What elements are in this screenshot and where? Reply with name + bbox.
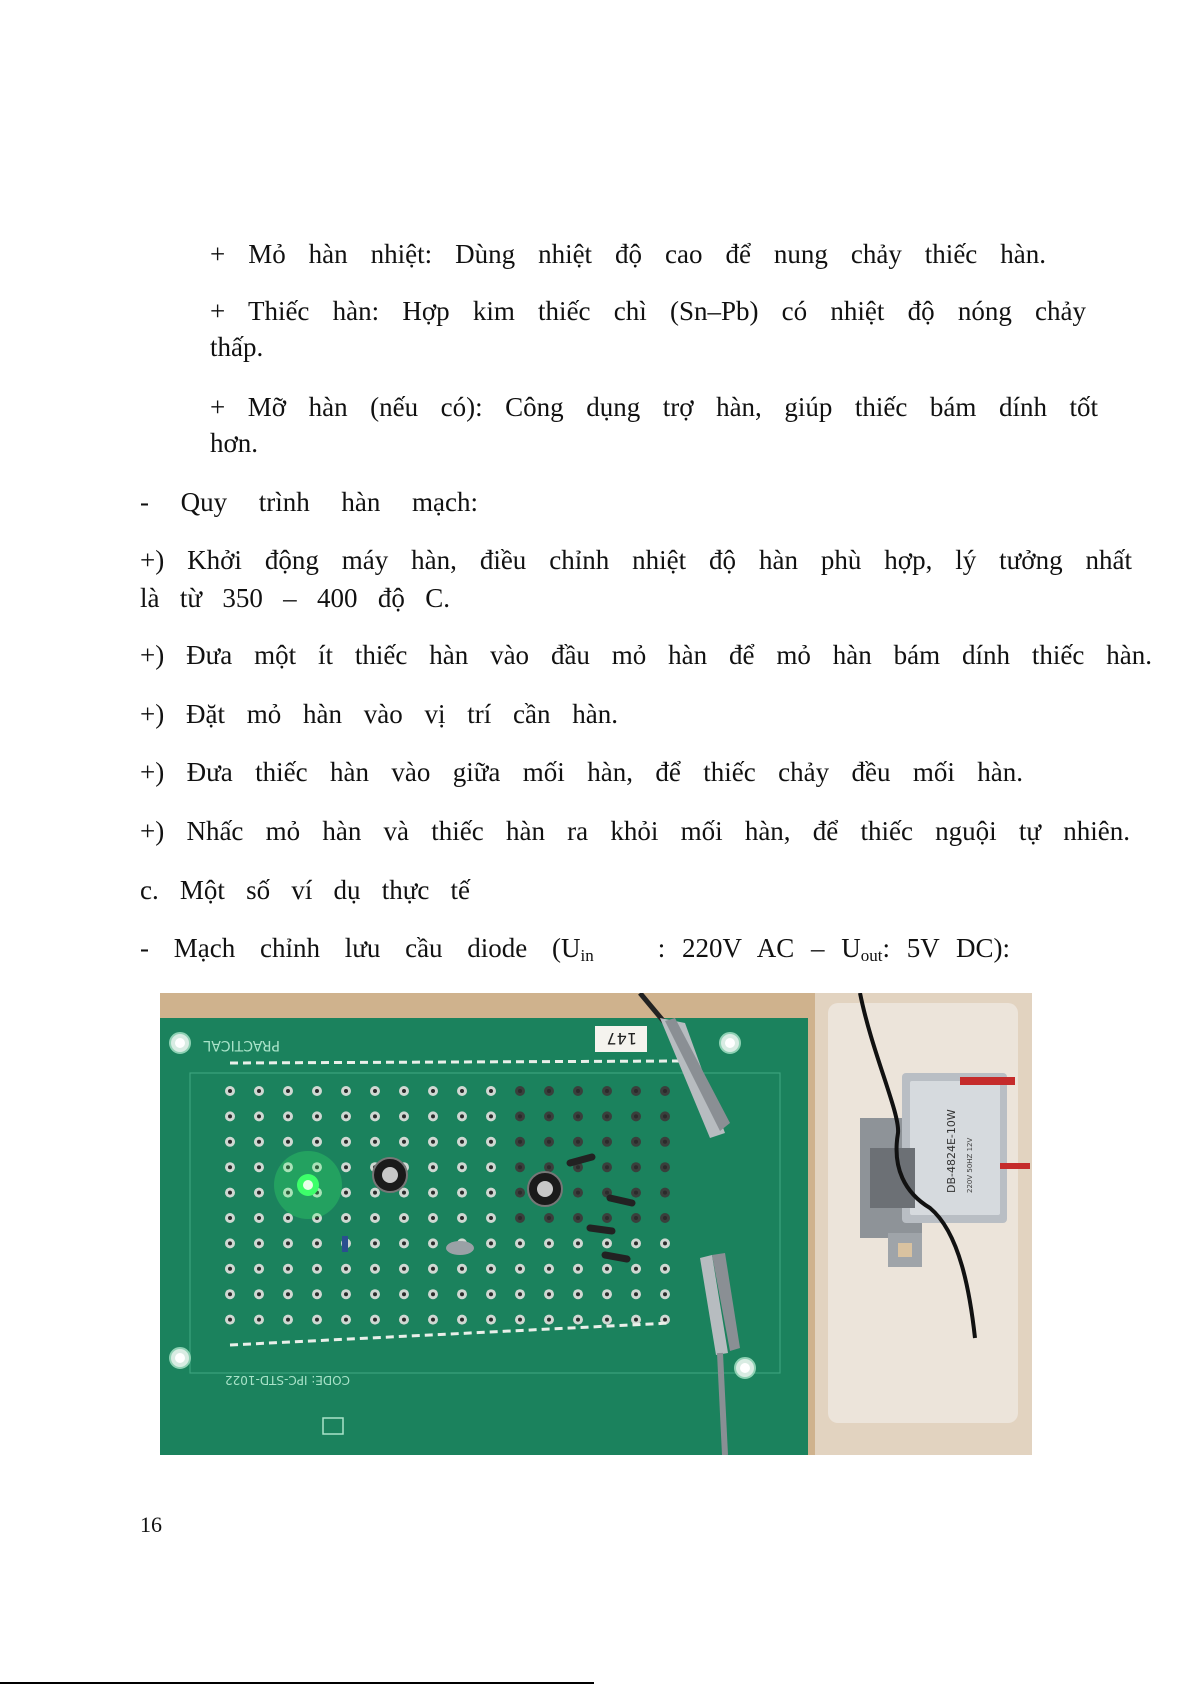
- examples-heading: c. Một số ví dụ thực tế: [140, 875, 470, 905]
- solder-pad-hole: [489, 1241, 493, 1245]
- solder-pad-hole: [489, 1140, 493, 1144]
- solder-pad-hole: [547, 1241, 551, 1245]
- solder-pad-hole: [373, 1241, 377, 1245]
- step-remove: +) Nhấc mỏ hàn và thiếc hàn ra khỏi mối hàn, để thiếc nguội tự nhiên.: [140, 816, 1130, 846]
- caption-part-2: : 220V AC – $U_{out}$: 5V DC):: [657, 933, 1010, 965]
- solder-pad-hole: [634, 1241, 638, 1245]
- solder-pad-hole: [402, 1089, 406, 1093]
- solder-pad-hole: [460, 1267, 464, 1271]
- solder-pad-hole: [402, 1267, 406, 1271]
- solder-pad-hole: [228, 1191, 232, 1195]
- solder-pad-hole: [228, 1165, 232, 1169]
- solder-pad-hole: [460, 1089, 464, 1093]
- solder-pad-hole: [489, 1292, 493, 1296]
- solder-pad-hole: [663, 1191, 667, 1195]
- solder-pad-hole: [489, 1114, 493, 1118]
- solder-pad-hole: [373, 1292, 377, 1296]
- bullet-solder-wire: + Thiếc hàn: Hợp kim thiếc chì (Sn–Pb) có nhiệt độ nóng chảy: [210, 296, 1086, 326]
- step-place-iron: +) Đặt mỏ hàn vào vị trí cần hàn.: [140, 699, 618, 729]
- footer-rule: [0, 1682, 594, 1684]
- solder-pad-hole: [431, 1292, 435, 1296]
- solder-pad-hole: [257, 1216, 261, 1220]
- step-tin-tip: +) Đưa một ít thiếc hàn vào đầu mỏ hàn để mỏ hàn bám dính thiếc hàn.: [140, 640, 1152, 670]
- solder-pad-hole: [460, 1165, 464, 1169]
- solder-pad-hole: [431, 1216, 435, 1220]
- solder-pad-hole: [344, 1114, 348, 1118]
- solder-pad-hole: [576, 1140, 580, 1144]
- solder-pad-hole: [576, 1318, 580, 1322]
- solder-pad-hole: [518, 1318, 522, 1322]
- solder-pad-hole: [489, 1318, 493, 1322]
- solder-pad-hole: [518, 1241, 522, 1245]
- solder-pad-hole: [576, 1292, 580, 1296]
- solder-pad-hole: [373, 1089, 377, 1093]
- solder-pad-hole: [518, 1267, 522, 1271]
- solder-pad-hole: [344, 1216, 348, 1220]
- solder-pad-hole: [315, 1089, 319, 1093]
- solder-pad-hole: [576, 1267, 580, 1271]
- solder-pad-hole: [460, 1114, 464, 1118]
- solder-pad-hole: [257, 1241, 261, 1245]
- solder-pad-hole: [373, 1318, 377, 1322]
- solder-pad-hole: [315, 1114, 319, 1118]
- bullet-soldering-iron: + Mỏ hàn nhiệt: Dùng nhiệt độ cao để nung chảy thiếc hàn.: [210, 239, 1046, 269]
- solder-pad-hole: [315, 1241, 319, 1245]
- solder-pad-hole: [518, 1140, 522, 1144]
- solder-pad-hole: [518, 1165, 522, 1169]
- board-bottom-text: CODE: IPC-STD-1022: [224, 1373, 350, 1387]
- solder-pad-hole: [576, 1089, 580, 1093]
- solder-pad-hole: [257, 1191, 261, 1195]
- top-rail: [230, 1061, 680, 1063]
- solder-pad-hole: [286, 1267, 290, 1271]
- solder-pad-hole: [663, 1114, 667, 1118]
- bullet-flux-cont: hơn.: [210, 428, 259, 458]
- solder-pad-hole: [402, 1318, 406, 1322]
- solder-pad-hole: [489, 1191, 493, 1195]
- step-start-cont: là từ 350 – 400 độ C.: [140, 583, 450, 613]
- solder-pad-hole: [518, 1114, 522, 1118]
- transformer-label: DB-4824E-10W: [945, 1109, 958, 1193]
- solder-pad-hole: [489, 1089, 493, 1093]
- pcb-board: [160, 993, 808, 1455]
- solder-pad-hole: [663, 1089, 667, 1093]
- solder-pad-hole: [634, 1267, 638, 1271]
- solder-pad-hole: [460, 1191, 464, 1195]
- solder-pad-hole: [576, 1114, 580, 1118]
- solder-pad-hole: [489, 1165, 493, 1169]
- solder-pad-hole: [634, 1089, 638, 1093]
- solder-pad-hole: [431, 1140, 435, 1144]
- solder-pad-hole: [257, 1089, 261, 1093]
- solder-pad-hole: [344, 1165, 348, 1169]
- solder-pad-hole: [286, 1241, 290, 1245]
- solder-pad-hole: [431, 1267, 435, 1271]
- solder-pad-hole: [605, 1191, 609, 1195]
- solder-pad-hole: [373, 1191, 377, 1195]
- solder-pad-hole: [634, 1165, 638, 1169]
- solder-pad-hole: [228, 1216, 232, 1220]
- solder-pad-hole: [605, 1267, 609, 1271]
- solder-pad-hole: [547, 1216, 551, 1220]
- solder-pad-hole: [431, 1165, 435, 1169]
- solder-pad-hole: [431, 1114, 435, 1118]
- solder-pad-hole: [228, 1318, 232, 1322]
- solder-pad-hole: [489, 1267, 493, 1271]
- solder-pad-hole: [402, 1191, 406, 1195]
- solder-pad-hole: [402, 1241, 406, 1245]
- solder-pad-hole: [373, 1267, 377, 1271]
- solder-pad-hole: [460, 1216, 464, 1220]
- bullet-solder-wire-cont: thấp.: [210, 332, 264, 362]
- process-heading: - Quy trình hàn mạch:: [140, 487, 478, 517]
- solder-pad-hole: [634, 1140, 638, 1144]
- ceramic-cap: [446, 1241, 474, 1255]
- solder-pad-hole: [663, 1318, 667, 1322]
- solder-pad-hole: [286, 1089, 290, 1093]
- solder-pad-hole: [663, 1216, 667, 1220]
- solder-pad-hole: [286, 1114, 290, 1118]
- solder-pad-hole: [344, 1267, 348, 1271]
- solder-pad-hole: [605, 1318, 609, 1322]
- solder-pad-hole: [605, 1241, 609, 1245]
- solder-pad-hole: [402, 1114, 406, 1118]
- solder-pad-hole: [547, 1292, 551, 1296]
- solder-pad-hole: [547, 1165, 551, 1169]
- solder-pad-hole: [344, 1140, 348, 1144]
- solder-pad-hole: [634, 1216, 638, 1220]
- solder-pad-hole: [257, 1267, 261, 1271]
- solder-pad-hole: [315, 1140, 319, 1144]
- solder-pad-hole: [576, 1191, 580, 1195]
- solder-pad-hole: [518, 1292, 522, 1296]
- solder-pad-hole: [431, 1318, 435, 1322]
- solder-pad-hole: [286, 1318, 290, 1322]
- solder-pad-hole: [605, 1292, 609, 1296]
- solder-pad-hole: [489, 1216, 493, 1220]
- solder-pad-hole: [634, 1318, 638, 1322]
- solder-pad-hole: [257, 1165, 261, 1169]
- solder-pad-hole: [663, 1140, 667, 1144]
- solder-pad-hole: [663, 1241, 667, 1245]
- solder-pad-hole: [431, 1191, 435, 1195]
- solder-pad-hole: [344, 1292, 348, 1296]
- page-number: 16: [140, 1512, 162, 1537]
- solder-pad-hole: [228, 1267, 232, 1271]
- solder-pad-hole: [286, 1140, 290, 1144]
- solder-pad-hole: [315, 1292, 319, 1296]
- solder-pad-hole: [547, 1267, 551, 1271]
- solder-pad-hole: [286, 1216, 290, 1220]
- solder-pad-hole: [228, 1089, 232, 1093]
- solder-pad-hole: [228, 1292, 232, 1296]
- solder-pad-hole: [373, 1216, 377, 1220]
- caption-part-1: - Mạch chỉnh lưu cầu diode ($U_{in}$: [140, 933, 594, 965]
- solder-pad-hole: [518, 1191, 522, 1195]
- solder-pad-hole: [663, 1292, 667, 1296]
- solder-pad-hole: [518, 1089, 522, 1093]
- solder-pad-hole: [663, 1267, 667, 1271]
- solder-pad-hole: [402, 1292, 406, 1296]
- solder-pad-hole: [547, 1089, 551, 1093]
- solder-pad-hole: [576, 1216, 580, 1220]
- solder-pad-hole: [315, 1318, 319, 1322]
- solder-pad-hole: [228, 1140, 232, 1144]
- solder-pad-hole: [315, 1267, 319, 1271]
- circuit-caption: [140, 931, 1010, 973]
- solder-pad-hole: [228, 1114, 232, 1118]
- solder-pad-hole: [605, 1140, 609, 1144]
- solder-pad-hole: [431, 1089, 435, 1093]
- solder-pad-hole: [605, 1089, 609, 1093]
- solder-pad-hole: [547, 1114, 551, 1118]
- solder-pad-hole: [431, 1241, 435, 1245]
- solder-pad-hole: [286, 1292, 290, 1296]
- tag-text: 147: [606, 1029, 637, 1048]
- solder-pad-hole: [460, 1318, 464, 1322]
- solder-pad-hole: [634, 1292, 638, 1296]
- solder-pad-hole: [257, 1114, 261, 1118]
- solder-pad-hole: [228, 1241, 232, 1245]
- solder-pad-hole: [460, 1140, 464, 1144]
- bullet-flux: + Mỡ hàn (nếu có): Công dụng trợ hàn, giúp thiếc bám dính tốt: [210, 392, 1098, 422]
- solder-pad-hole: [257, 1292, 261, 1296]
- solder-pad-hole: [344, 1089, 348, 1093]
- resistor: [342, 1236, 348, 1252]
- solder-pad-hole: [373, 1114, 377, 1118]
- solder-pad-hole: [344, 1191, 348, 1195]
- step-start: +) Khởi động máy hàn, điều chỉnh nhiệt độ hàn phù hợp, lý tưởng nhất: [140, 545, 1132, 575]
- solder-pad-hole: [257, 1318, 261, 1322]
- solder-pad-hole: [605, 1114, 609, 1118]
- solder-pad-hole: [344, 1318, 348, 1322]
- solder-pad-hole: [547, 1140, 551, 1144]
- solder-pad-hole: [547, 1318, 551, 1322]
- solder-pad-hole: [373, 1140, 377, 1144]
- board-top-text: PRACTICAL: [203, 1037, 280, 1053]
- solder-pad-hole: [605, 1165, 609, 1169]
- solder-pad-hole: [605, 1216, 609, 1220]
- solder-pad-hole: [634, 1191, 638, 1195]
- solder-pad-hole: [402, 1216, 406, 1220]
- solder-pad-hole: [518, 1216, 522, 1220]
- solder-pad-hole: [402, 1140, 406, 1144]
- circuit-photo: [160, 993, 1032, 1455]
- solder-pad-hole: [257, 1140, 261, 1144]
- solder-pad-hole: [634, 1114, 638, 1118]
- solder-pad-hole: [460, 1292, 464, 1296]
- solder-pad-hole: [576, 1165, 580, 1169]
- solder-pad-hole: [576, 1241, 580, 1245]
- solder-pad-hole: [663, 1165, 667, 1169]
- step-feed-solder: +) Đưa thiếc hàn vào giữa mối hàn, để thiếc chảy đều mối hàn.: [140, 757, 1023, 787]
- transformer-sub: 220V 50HZ 12V: [966, 1137, 974, 1193]
